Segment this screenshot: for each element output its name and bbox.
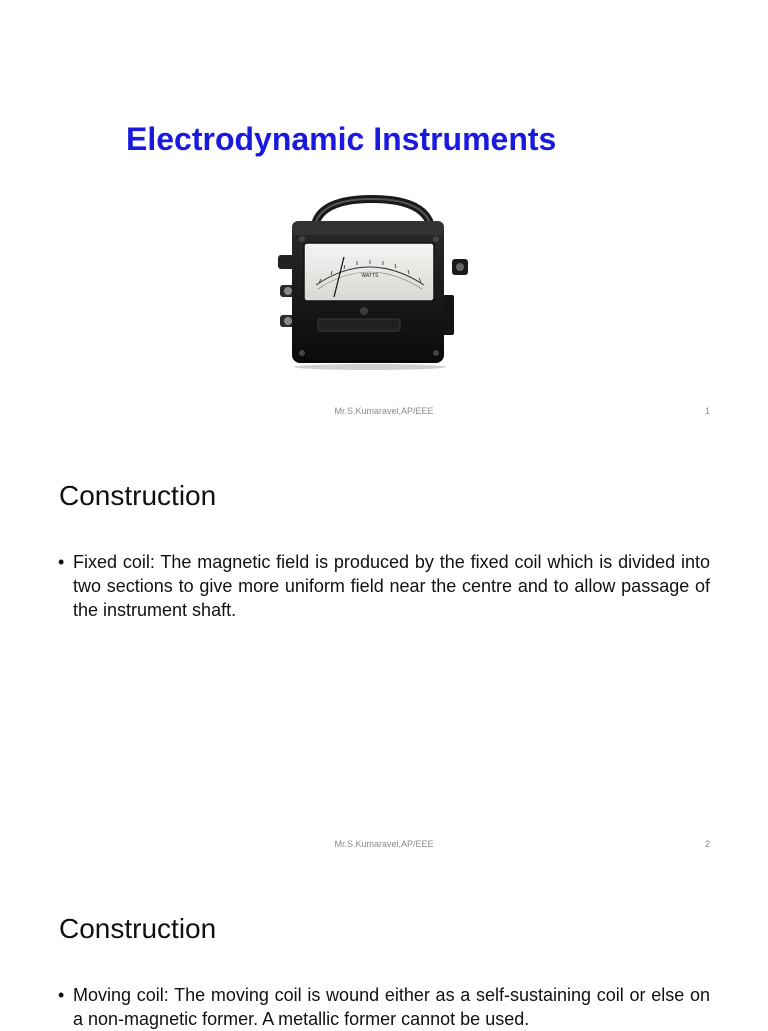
slide-2 — [0, 433, 768, 866]
footer-author: Mr.S.Kumaravel,AP/EEE — [334, 839, 434, 849]
section-heading: Construction — [59, 480, 217, 511]
footer-author: Mr.S.Kumaravel,AP/EEE — [334, 406, 434, 416]
bullet-marker: • — [58, 552, 65, 572]
slide-title: Electrodynamic Instruments — [126, 121, 557, 157]
page-number: 2 — [704, 839, 710, 849]
bullet-text: Moving coil: The moving coil is wound either as a self-sustaining coil or else on a non-magnetic former. A metallic former cannot be used. — [73, 985, 710, 1029]
bullet-text: Fixed coil: The magnetic field is produced by the fixed coil which is divided into two sections to give more uniform field near the centre and to allow passage of the instrument shaft. — [73, 552, 710, 620]
section-heading: Construction — [59, 913, 217, 944]
bullet-item — [58, 550, 710, 622]
page-number: 1 — [704, 406, 710, 416]
slide-3 — [0, 866, 768, 1029]
bullet-marker: • — [58, 985, 65, 1005]
dial-scale-label: WATTS — [361, 273, 379, 279]
slide-1 — [0, 0, 768, 433]
wattmeter-image — [274, 193, 470, 371]
